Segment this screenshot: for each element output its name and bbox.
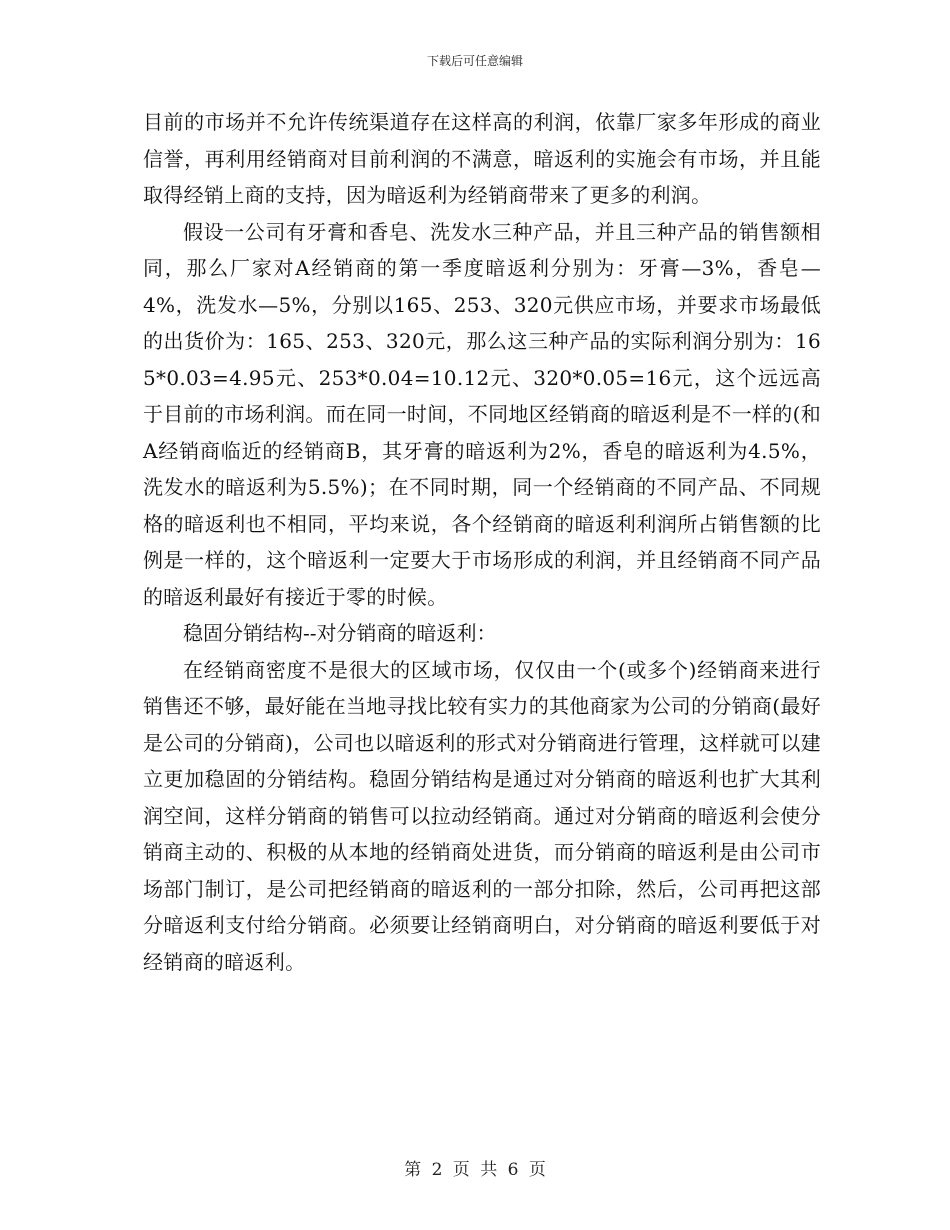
paragraph-2: 假设一公司有牙膏和香皂、洗发水三种产品，并且三种产品的销售额相同，那么厂家对A经销商的第一季度暗返利分别为：牙膏—3%，香皂—4%，洗发水—5%，分别以165、253、320元供应市场，并要求市场最低的出货价为：165、253、320元，那么这三种产品的实际利润分别为：165*0.03=4.95元、253*0.04=10.12元、320*0.05=16元，这个远远高于目前的市场利润。而在同一时间，不同地区经销商的暗返利是不一样的(和A经销商临近的经销商B，其牙膏的暗返利为2%，香皂的暗返利为4.5%，洗发水的暗返利为5.5%)；在不同时期，同一个经销商的不同产品、不同规格的暗返利也不相同，平均来说，各个经销商的暗返利利润所占销售额的比例是一样的，这个暗返利一定要大于市场形成的利润，并且经销商不同产品的暗返利最好有接近于零的时候。 (143, 219, 822, 609)
paragraph-1: 目前的市场并不允许传统渠道存在这样高的利润，依靠厂家多年形成的商业信誉，再利用经销商对目前利润的不满意，暗返利的实施会有市场，并且能取得经销上商的支持，因为暗返利为经销商带来了更多的利润。 (143, 110, 821, 207)
page-number: 第 2 页 共 6 页 (404, 1160, 546, 1180)
section-heading: 稳固分销结构--对分销商的暗返利： (183, 621, 497, 645)
paragraph-3: 在经销商密度不是很大的区域市场，仅仅由一个(或多个)经销商来进行销售还不够，最好能在当地寻找比较有实力的其他商家为公司的分销商(最好是公司的分销商)，公司也以暗返利的形式对分销商进行管理，这样就可以建立更加稳固的分销结构。稳固分销结构是通过对分销商的暗返利也扩大其利润空间，这样分销商的销售可以拉动经销商。通过对分销商的暗返利会使分销商主动的、积极的从本地的经销商处进货，而分销商的暗返利是由公司市场部门制订，是公司把经销商的暗返利的一部分扣除，然后，公司再把这部分暗返利支付给分销商。必须要让经销商明白，对分销商的暗返利要低于对经销商的暗返利。 (143, 657, 822, 974)
page-header-note: 下载后可任意编辑 (426, 54, 523, 68)
document-body (143, 104, 821, 980)
